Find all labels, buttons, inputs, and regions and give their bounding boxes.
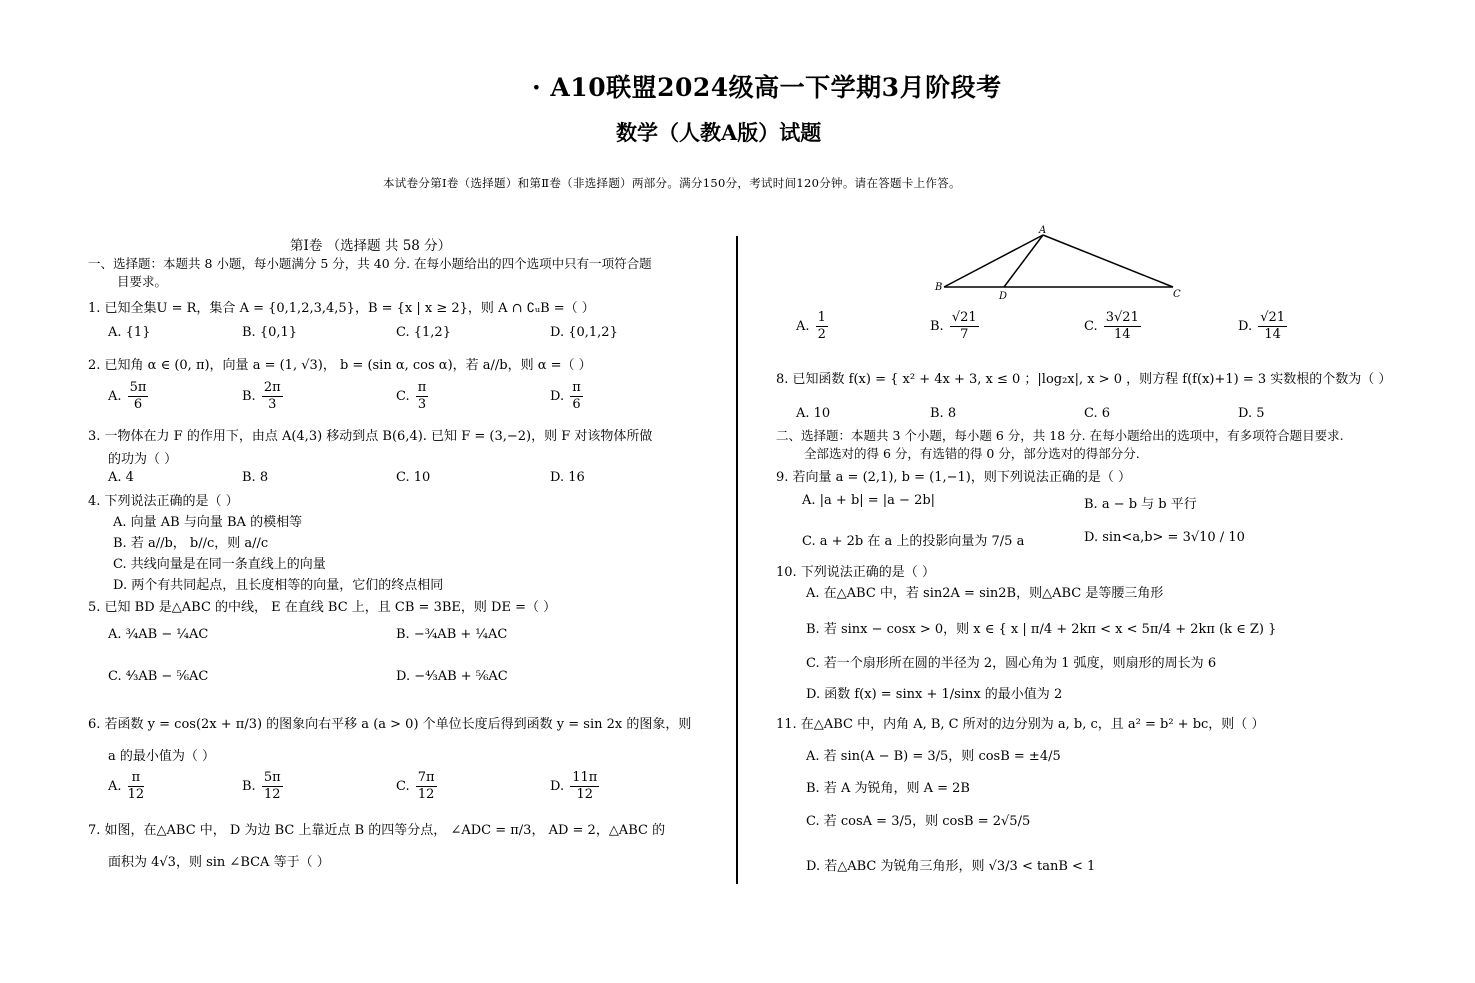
q2-option-c: C. $\frac{\pi}{3}$ [396, 380, 427, 412]
q6-option-c: C. $\frac{7\pi}{12}$ [396, 770, 435, 802]
q6-a-num: π [128, 770, 145, 787]
exam-notice: 本试卷分第Ⅰ卷（选择题）和第Ⅱ卷（非选择题）两部分。满分150分，考试时间120分钟。请在答题卡上作答。 [383, 176, 961, 190]
q2-option-b: B. $\frac{2\pi}{3}$ [242, 380, 281, 412]
q11-option-c: C. 若 cosA = 3/5，则 cosB = 2√5/5 [806, 814, 1031, 829]
q3-stem-line2: 的功为（ ） [108, 452, 178, 467]
section1-instructions-line1: 一、选择题：本题共 8 小题，每小题满分 5 分，共 40 分. 在每小题给出的四个选项中只有一项符合题 [88, 256, 652, 271]
q7-stem-line2: 面积为 4√3，则 sin ∠BCA 等于（ ） [108, 855, 330, 870]
q10-option-c: C. 若一个扇形所在圆的半径为 2，圆心角为 1 弧度，则扇形的周长为 6 [806, 656, 1217, 671]
q6-b-num: 5π [263, 770, 281, 785]
q10-stem: 10. 下列说法正确的是（ ） [776, 565, 935, 580]
q6-stem-line2: a 的最小值为（ ） [108, 749, 216, 764]
q8-option-b: B. 8 [930, 406, 957, 421]
q7-b-num: √21 [951, 310, 977, 325]
q8-option-c: C. 6 [1084, 406, 1111, 421]
q3-option-a: A. 4 [108, 470, 134, 485]
q11-option-d: D. 若△ABC 为锐角三角形，则 √3/3 < tanB < 1 [806, 859, 1096, 874]
q11-option-a: A. 若 sin(A − B) = 3/5，则 cosB = ±4/5 [806, 749, 1061, 764]
q7-d-num: √21 [1260, 310, 1286, 325]
q9-option-a: A. |a + b| = |a − 2b| [802, 493, 936, 508]
q1-option-c: C. {1,2} [396, 325, 451, 340]
q5-option-d: D. −⁴⁄₃AB + ⁵⁄₆AC [396, 669, 508, 684]
q3-option-c: C. 10 [396, 470, 431, 485]
q7-d-den: 14 [1264, 327, 1281, 342]
q6-stem: 6. 若函数 y = cos(2x + π/3) 的图象向右平移 a (a > 0) 个单位长度后得到函数 y = sin 2x 的图象，则 [88, 717, 692, 732]
q4-option-b: B. 若 a//b， b//c，则 a//c [113, 536, 269, 551]
q2-b-den: 3 [268, 397, 277, 412]
label-c: C [1173, 289, 1181, 300]
q2-stem: 2. 已知角 α ∈ (0, π)，向量 a = (1, √3)， b = (sin α, cos α)，若 a//b，则 α =（ ） [88, 358, 592, 373]
q3-stem: 3. 一物体在力 F 的作用下，由点 A(4,3) 移动到点 B(6,4). 已知 F = (3,−2)，则 F 对该物体所做 [88, 429, 653, 444]
q2-option-a: A. $\frac{5\pi}{6}$ [108, 380, 147, 412]
q4-option-d: D. 两个有共同起点，且长度相等的向量，它们的终点相同 [113, 578, 444, 593]
q6-a-den: 12 [127, 787, 145, 802]
q8-option-d: D. 5 [1238, 406, 1265, 421]
q4-option-c: C. 共线向量是在同一条直线上的向量 [113, 557, 326, 572]
q4-stem: 4. 下列说法正确的是（ ） [88, 494, 239, 509]
q10-option-b: B. 若 sinx − cosx > 0，则 x ∈ { x | π/4 + 2kπ < x < 5π/4 + 2kπ (k ∈ Z) } [806, 622, 1277, 637]
q5-option-a: A. ¾AB − ¼AC [108, 627, 209, 642]
column-divider [736, 236, 738, 884]
q2-option-d: D. $\frac{\pi}{6}$ [550, 380, 581, 412]
q7-option-d: D. $\frac{√21}{14}$ [1238, 310, 1286, 342]
q10-option-d: D. 函数 f(x) = sinx + 1/sinx 的最小值为 2 [806, 687, 1063, 702]
q5-option-b: B. −¾AB + ¼AC [396, 627, 508, 642]
q6-c-num: 7π [417, 770, 435, 785]
q3-option-b: B. 8 [242, 470, 269, 485]
q1-option-a: A. {1} [108, 325, 151, 340]
q1-option-d: D. {0,1,2} [550, 325, 618, 340]
q7-triangle-figure [930, 224, 1190, 304]
q8-option-a: A. 10 [796, 406, 831, 421]
q11-stem: 11. 在△ABC 中，内角 A, B, C 所对的边分别为 a, b, c，且 a² = b² + bc，则（ ） [776, 717, 1265, 732]
q6-d-den: 12 [576, 787, 594, 802]
q1-stem: 1. 已知全集U = R，集合 A = {0,1,2,3,4,5}，B = {x | x ≥ 2}，则 A ∩ ∁ᵤB =（ ） [88, 301, 595, 316]
side-ac [1043, 235, 1173, 287]
q9-option-c: C. a + 2b 在 a 上的投影向量为 7/5 a [802, 534, 1025, 549]
q2-b-num: 2π [263, 380, 281, 395]
q1-option-b: B. {0,1} [242, 325, 298, 340]
q11-option-b: B. 若 A 为锐角，则 A = 2B [806, 781, 970, 796]
q7-a-den: 2 [817, 327, 826, 342]
q7-option-a: A. $\frac{1}{2}$ [796, 310, 826, 342]
q5-stem: 5. 已知 BD 是△ABC 的中线， E 在直线 BC 上，且 CB = 3BE，则 DE =（ ） [88, 600, 557, 615]
q6-option-b: B. $\frac{5\pi}{12}$ [242, 770, 281, 802]
q2-a-den: 6 [133, 397, 143, 412]
q8-stem: 8. 已知函数 f(x) = { x² + 4x + 3, x ≤ 0 ；|log₂x|, x > 0 ，则方程 f(f(x)+1) = 3 实数根的个数为（ ） [776, 372, 1392, 387]
q7-a-num: 1 [817, 310, 826, 325]
q6-d-num: 11π [572, 770, 598, 785]
q2-c-den: 3 [417, 397, 427, 412]
q7-option-c: C. $\frac{3√21}{14}$ [1084, 310, 1139, 342]
q4-option-a: A. 向量 AB 与向量 BA 的模相等 [113, 515, 303, 530]
section2-instructions-line1: 二、选择题：本题共 3 个小题，每小题 6 分，共 18 分. 在每小题给出的选项中，有多项符合题目要求. [776, 428, 1344, 443]
label-d: D [999, 291, 1008, 302]
segment-ad [1004, 235, 1043, 287]
label-a: A [1039, 225, 1047, 236]
q5-option-c: C. ⁴⁄₃AB − ⁵⁄₆AC [108, 669, 209, 684]
q7-option-b: B. $\frac{√21}{7}$ [930, 310, 977, 342]
q2-a-num: 5π [129, 380, 147, 395]
q9-stem: 9. 若向量 a = (2,1), b = (1,−1)，则下列说法正确的是（ ） [776, 470, 1131, 485]
q6-option-a: A. $\frac{\pi}{12}$ [108, 770, 145, 802]
q6-b-den: 12 [263, 787, 281, 802]
q7-b-den: 7 [960, 327, 969, 342]
q2-d-num: π [572, 380, 581, 395]
q6-c-den: 12 [417, 787, 435, 802]
q7-c-den: 14 [1114, 327, 1131, 342]
q9-option-b: B. a − b 与 b 平行 [1084, 497, 1197, 512]
section2-instructions-line2: 全部选对的得 6 分，有选错的得 0 分，部分选对的得部分分. [804, 446, 1140, 461]
q7-stem: 7. 如图，在△ABC 中， D 为边 BC 上靠近点 B 的四等分点， ∠ADC = π/3， AD = 2，△ABC 的 [88, 823, 666, 838]
q2-d-den: 6 [572, 397, 581, 412]
q3-option-d: D. 16 [550, 470, 585, 485]
q6-option-d: D. $\frac{11\pi}{12}$ [550, 770, 598, 802]
side-ab [944, 235, 1043, 287]
part1-heading: 第Ⅰ卷 （选择题 共 58 分） [290, 238, 452, 254]
section1-instructions-line2: 目要求。 [117, 274, 168, 289]
q10-option-a: A. 在△ABC 中，若 sin2A = sin2B，则△ABC 是等腰三角形 [806, 586, 1164, 601]
q9-option-d: D. sin<a,b> = 3√10 / 10 [1084, 530, 1245, 545]
label-b: B [935, 282, 943, 293]
exam-title: · A10联盟2024级高一下学期3月阶段考 [532, 73, 1002, 102]
q7-c-num: 3√21 [1105, 310, 1139, 325]
exam-subtitle: 数学（人教A版）试题 [616, 120, 822, 145]
q2-c-num: π [417, 380, 427, 395]
